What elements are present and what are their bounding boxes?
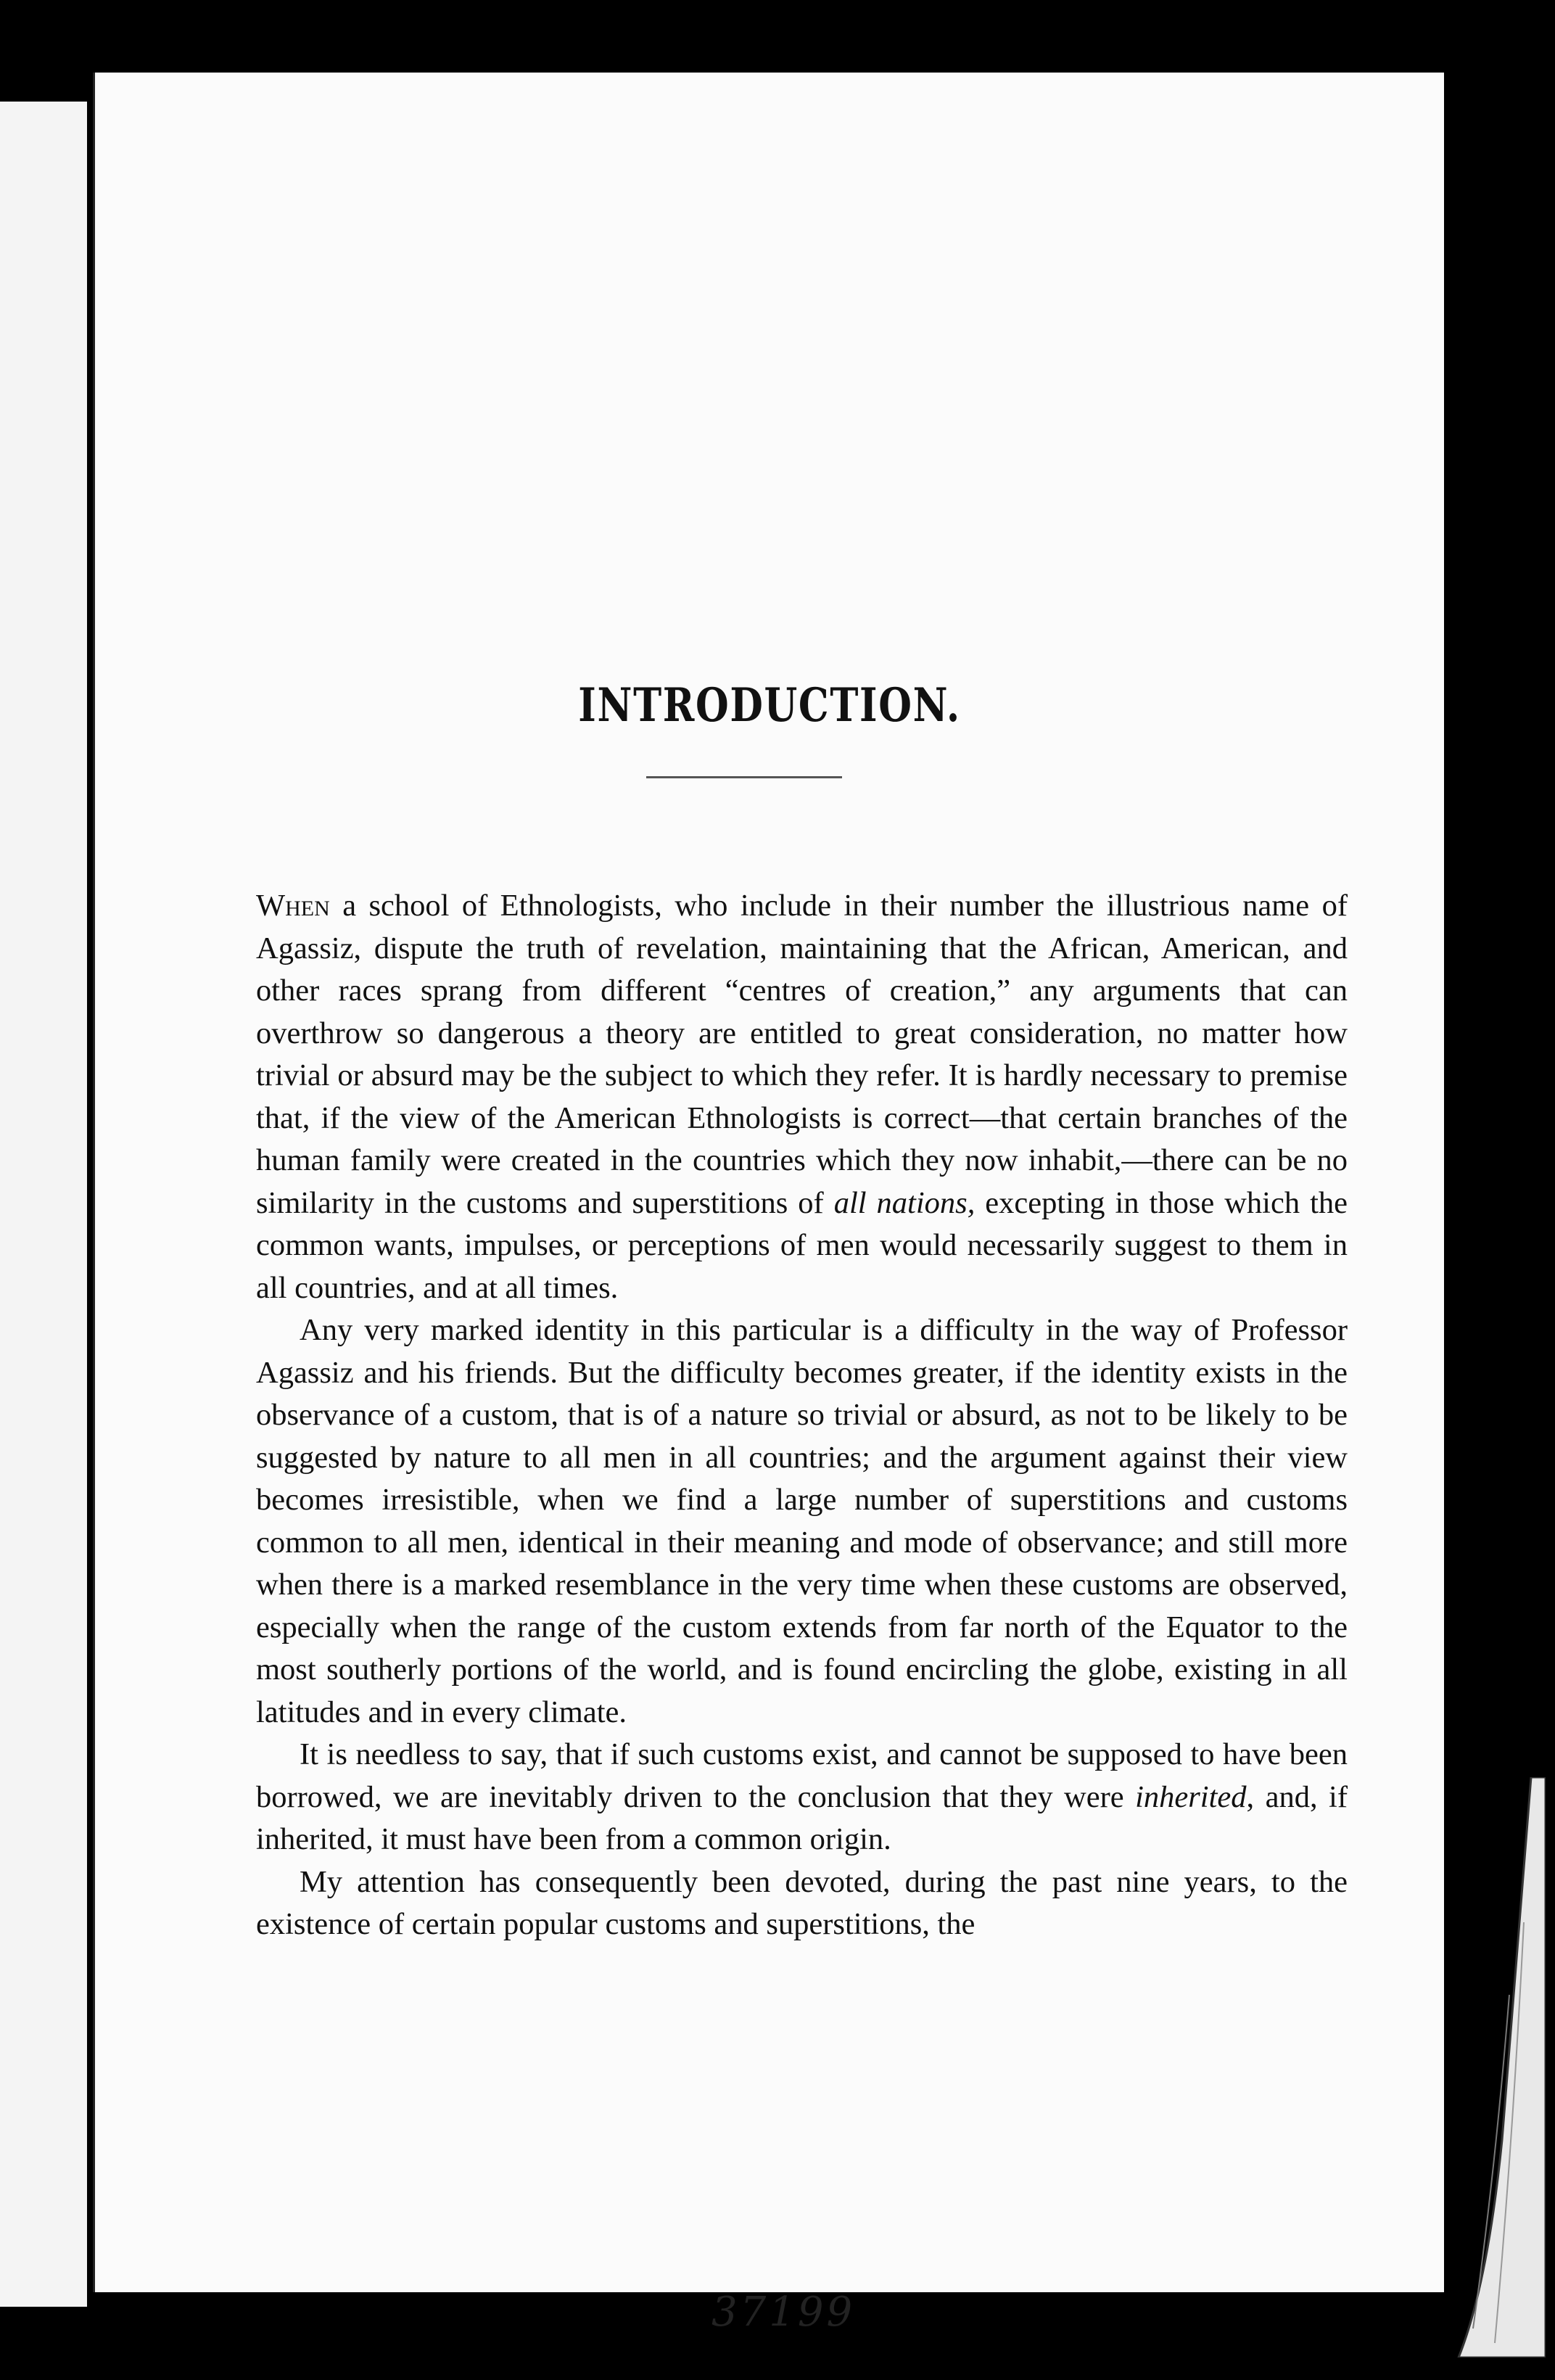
paragraph-text: It is needless to say, that if such customs exist, and cannot be supposed to have been borrowed, we are inevitably driven to the conclusion that they were: [256, 1737, 1348, 1814]
page-title: INTRODUCTION.: [578, 678, 961, 733]
paragraph-tail: , and, if inherited, it must have been from a common origin.: [256, 1779, 1348, 1856]
paragraph-2: [256, 1309, 1348, 1734]
paragraph-tail: excepting in those which the common wants, impulses, or perceptions of men would necessarily suggest to them in all countries, and at all times.: [256, 1185, 1348, 1305]
paragraph-text: My attention has consequently been devoted, during the past nine years, to the existence of certain popular customs and superstitions, the: [256, 1864, 1348, 1941]
body-text: [256, 885, 1348, 1946]
handwritten-catalog-number: 37199: [711, 2289, 856, 2336]
paragraph-1: [256, 885, 1348, 1309]
paragraph-3: [256, 1734, 1348, 1861]
paragraph-lead: When: [256, 889, 330, 923]
paragraph-emphasis: inherited: [1135, 1779, 1247, 1814]
paragraph-emphasis: all nations,: [833, 1185, 976, 1220]
paragraph-text: Any very marked identity in this particular is a difficulty in the way of Professor Agassiz and his friends. But the difficulty becomes greater, if the identity exists in the observance of a custom, that is of a nature so trivial or absurd, as not to be likely to be suggested by nature to all men in all countries; and the argument against their view becomes irresistible, when we find a large number of superstitions and customs common to all men, identical in their meaning and mode of observance; and still more when there is a marked resemblance in the very time when these customs are observed, especially when the range of the custom extends from far north of the Equator to the most southerly portions of the world, and is found encircling the globe, existing in all latitudes and in every climate.: [256, 1313, 1348, 1729]
facing-page-edge: [0, 102, 87, 2307]
page-curl-edge: [1444, 1777, 1546, 2358]
title-rule: [646, 776, 842, 778]
paragraph-4: [256, 1861, 1348, 1946]
paragraph-text: a school of Ethnologists, who include in their number the illustrious name of Agassiz, dispute the truth of revelation, maintaining that the African, American, and other races sprang from different “centres of creation,” any arguments that can overthrow so dangerous a theory are entitled to great consideration, no matter how trivial or absurd may be the subject to which they refer. It is hardly necessary to premise that, if the view of the American Ethnologists is correct—that certain branches of the human family were created in the countries which they now inhabit,—there can be no similarity in the customs and superstitions of: [256, 889, 1348, 1220]
document-page: [93, 73, 1444, 2336]
